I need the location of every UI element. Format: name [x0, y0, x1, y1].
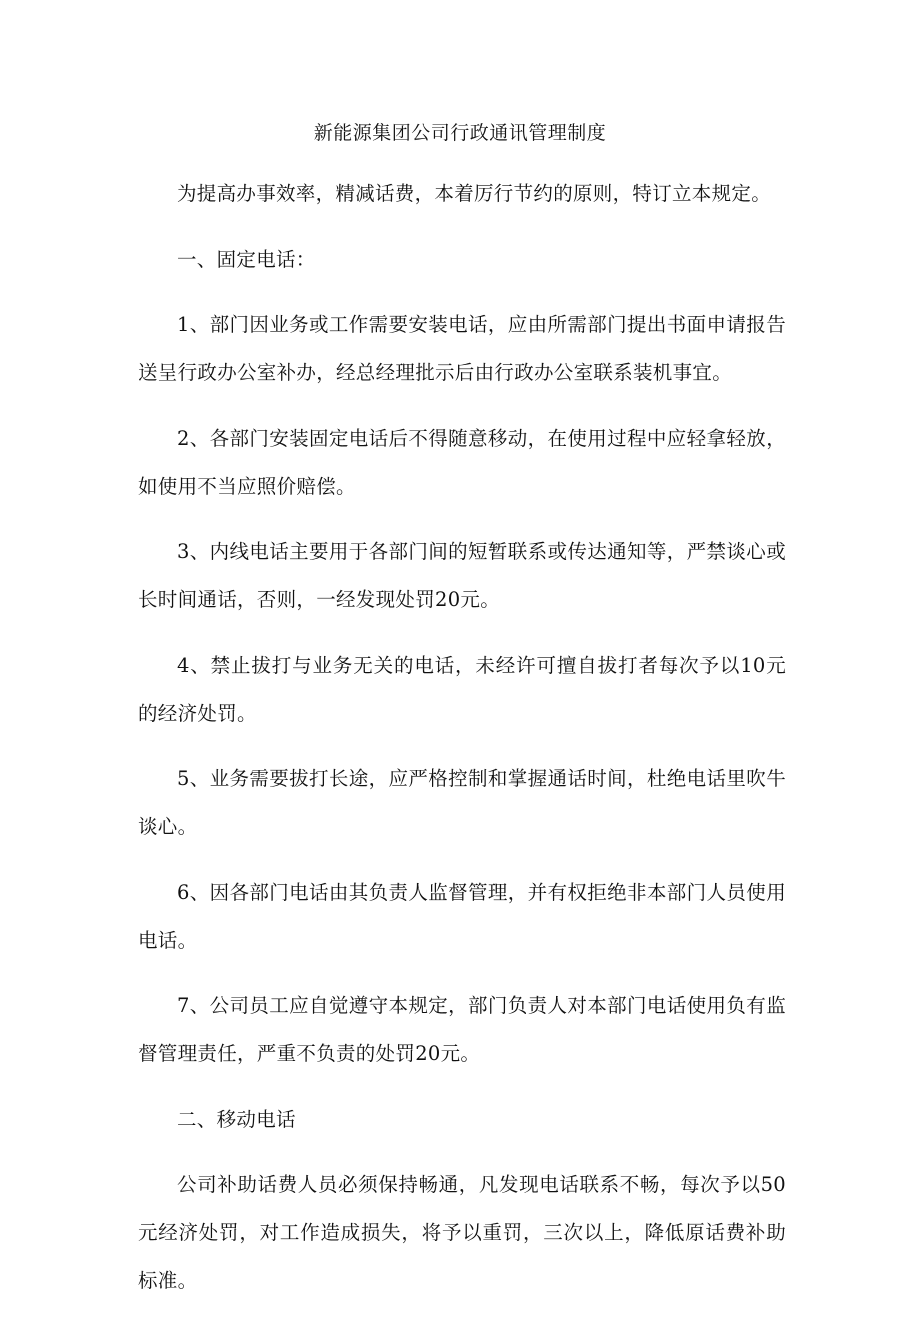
- document-body: [138, 170, 786, 1323]
- rule-paragraph-2: 2、各部门安装固定电话后不得随意移动，在使用过程中应轻拿轻放，如使用不当应照价赔偿。: [138, 426, 786, 498]
- mobile-rule-paragraph: 公司补助话费人员必须保持畅通，凡发现电话联系不畅，每次予以50元经济处罚，对工作造成损失，将予以重罚，三次以上，降低原话费补助标准。: [138, 1173, 786, 1292]
- rule-paragraph-3: 3、内线电话主要用于各部门间的短暂联系或传达通知等，严禁谈心或长时间通话，否则，一经发现处罚20元。: [138, 540, 786, 611]
- section-heading-mobile-phone: 二、移动电话: [177, 1107, 296, 1131]
- intro-paragraph: 为提高办事效率，精减话费，本着厉行节约的原则，特订立本规定。: [177, 182, 772, 205]
- rule-paragraph-6: 6、因各部门电话由其负责人监督管理，并有权拒绝非本部门人员使用电话。: [138, 880, 786, 952]
- rule-paragraph-1: 1、部门因业务或工作需要安装电话，应由所需部门提出书面申请报告送呈行政办公室补办，经总经理批示后由行政办公室联系装机事宜。: [138, 313, 786, 384]
- rule-paragraph-5: 5、业务需要拔打长途，应严格控制和掌握通话时间，杜绝电话里吹牛谈心。: [138, 767, 786, 838]
- document-title: 新能源集团公司行政通讯管理制度: [313, 122, 607, 144]
- rule-paragraph-7: 7、公司员工应自觉遵守本规定，部门负责人对本部门电话使用负有监督管理责任，严重不负责的处罚20元。: [138, 994, 786, 1065]
- section-heading-fixed-phone: 一、固定电话：: [177, 247, 316, 271]
- rule-paragraph-4: 4、禁止拔打与业务无关的电话，未经许可擅自拔打者每次予以10元的经济处罚。: [138, 653, 786, 725]
